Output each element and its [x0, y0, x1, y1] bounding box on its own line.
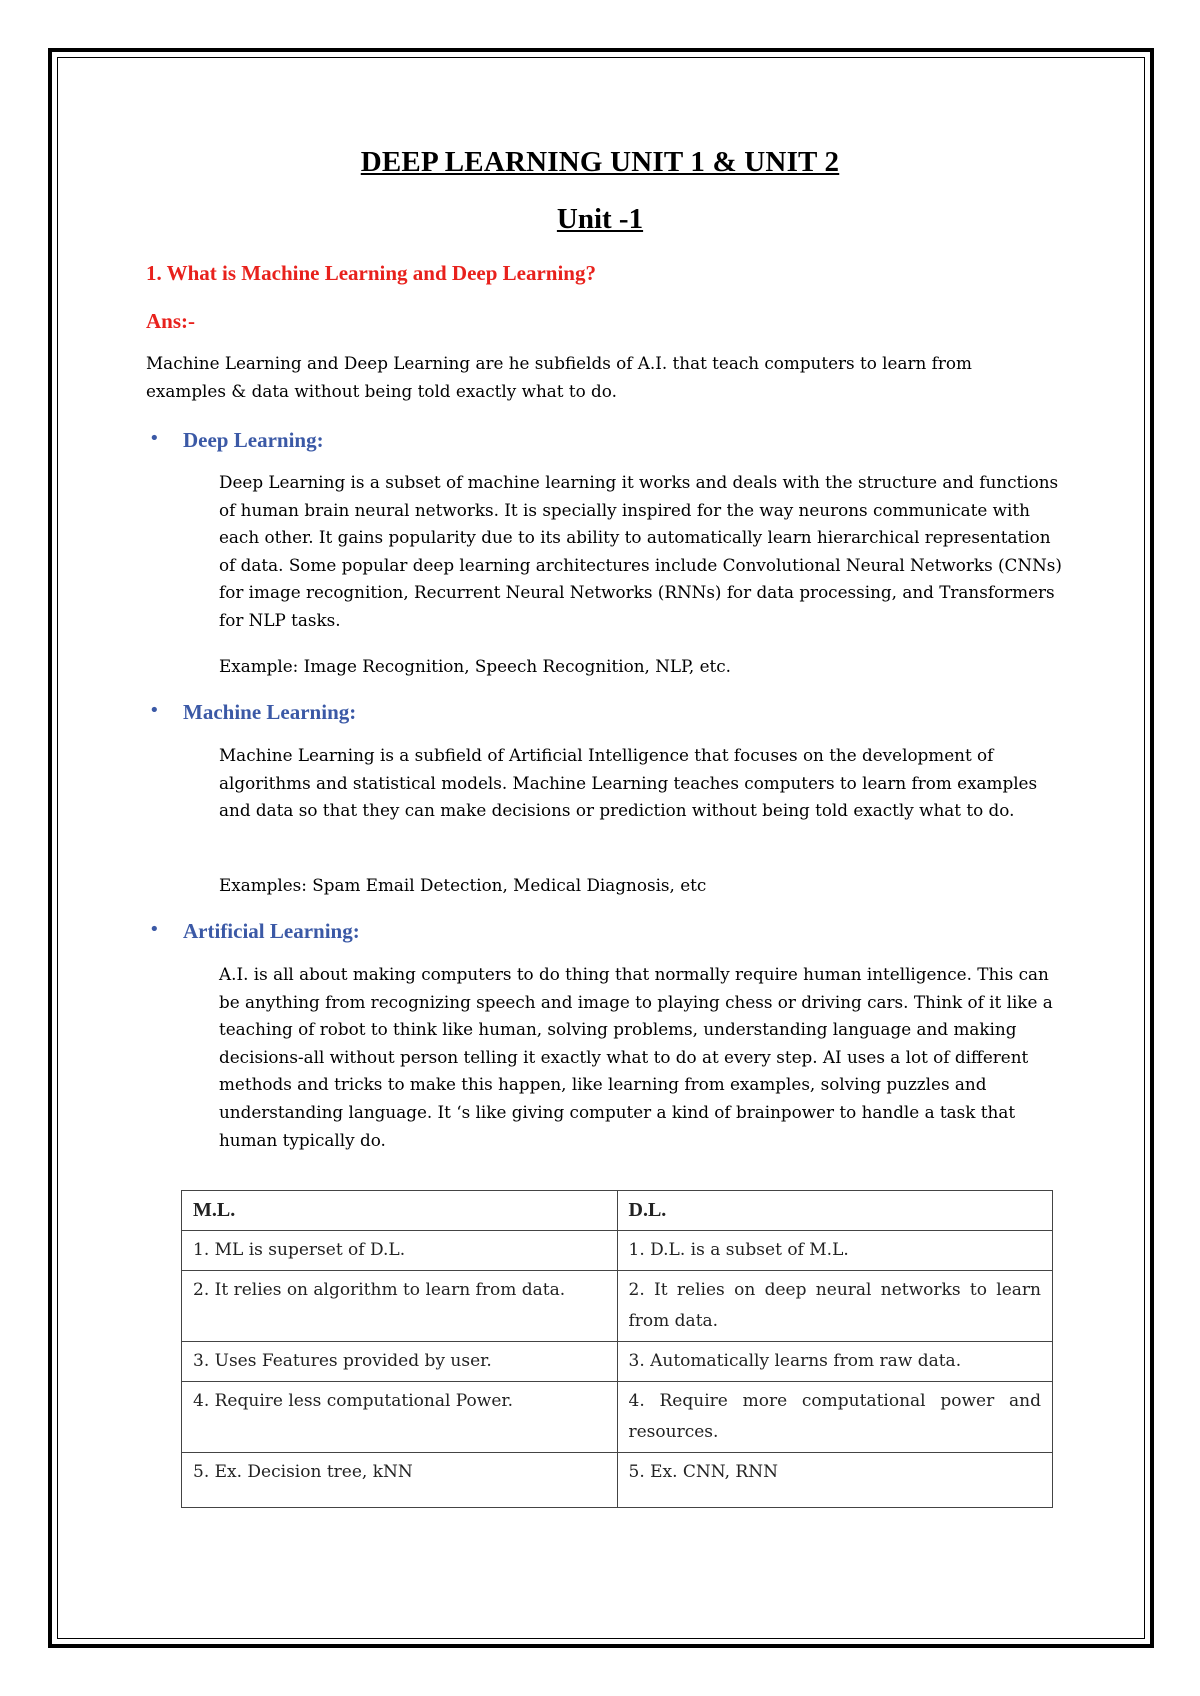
table-cell-text: 3. Automatically learns from raw data. — [628, 1351, 962, 1371]
intro-paragraph: Machine Learning and Deep Learning are he subfields of A.I. that teach computers to learn from examples & data without being told exactly what to do. — [146, 353, 972, 401]
table-row — [182, 1231, 1053, 1271]
table-cell — [182, 1453, 618, 1508]
table-cell-text: 1. ML is superset of D.L. — [193, 1240, 406, 1260]
table-cell-text: 4. Require less computational Power. — [193, 1391, 514, 1411]
section-body-machine-learning: Machine Learning is a subfield of Artificial Intelligence that focuses on the development of algorithms and statistical models. Machine Learning teaches computers to learn from examples and data so that they can make decisions or prediction without being told exactly what to do. — [219, 745, 1038, 821]
table-cell-text: 3. Uses Features provided by user. — [193, 1351, 492, 1371]
table-cell — [617, 1231, 1053, 1271]
bullet-icon: • — [149, 428, 160, 449]
table-row — [182, 1382, 1053, 1453]
table-cell-text: 2. It relies on deep neural networks to learn from data. — [628, 1280, 1041, 1331]
table-cell — [617, 1453, 1053, 1508]
table-row — [182, 1453, 1053, 1508]
table-cell — [182, 1342, 618, 1382]
table-cell-text: 4. Require more computational power and resources. — [628, 1391, 1041, 1442]
section-heading-artificial-learning: Artificial Learning: — [183, 919, 360, 943]
table-row — [182, 1271, 1053, 1342]
table-cell — [182, 1271, 618, 1342]
bullet-icon: • — [149, 700, 160, 721]
question-heading: 1. What is Machine Learning and Deep Learning? — [146, 261, 596, 285]
section-body-artificial-learning: A.I. is all about making computers to do thing that normally require human intelligence. This can be anything from recognizing speech and image to playing chess or driving cars. Think of it like a teaching of robot to think like human, solving problems, understanding language and making decisions-all without person telling it exactly what to do at every step. AI uses a lot of different methods and tricks to make this happen, like learning from examples, solving puzzles and understanding language. It ‘s like giving computer a kind of brainpower to handle a task that human typically do. — [219, 964, 1053, 1150]
table-cell — [617, 1382, 1053, 1453]
table-cell-text: 2. It relies on algorithm to learn from data. — [193, 1280, 566, 1300]
comparison-table — [181, 1190, 1053, 1508]
table-row — [182, 1342, 1053, 1382]
page-title: DEEP LEARNING UNIT 1 & UNIT 2 — [360, 146, 840, 178]
section-heading-machine-learning: Machine Learning: — [183, 700, 357, 724]
table-header-dl: D.L. — [617, 1191, 1053, 1231]
table-cell — [617, 1342, 1053, 1382]
table-header-row — [182, 1191, 1053, 1231]
table-header-ml: M.L. — [182, 1191, 618, 1231]
section-example-deep-learning: Example: Image Recognition, Speech Recognition, NLP, etc. — [219, 656, 731, 676]
table-cell — [182, 1231, 618, 1271]
unit-heading: Unit -1 — [556, 203, 644, 235]
section-body-deep-learning: Deep Learning is a subset of machine learning it works and deals with the structure and functions of human brain neural networks. It is specially inspired for the way neurons communicate with each other. It gains popularity due to its ability to automatically learn hierarchical representation of data. Some popular deep learning architectures include Convolutional Neural Networks (CNNs) for image recognition, Recurrent Neural Networks (RNNs) for data processing, and Transformers for NLP tasks. — [219, 472, 1062, 630]
table-cell-text: 5. Ex. CNN, RNN — [628, 1462, 778, 1482]
table-cell-text: 1. D.L. is a subset of M.L. — [628, 1240, 849, 1260]
section-example-machine-learning: Examples: Spam Email Detection, Medical Diagnosis, etc — [219, 875, 707, 895]
table-cell-text: 5. Ex. Decision tree, kNN — [193, 1462, 413, 1482]
table-cell — [182, 1382, 618, 1453]
bullet-icon: • — [149, 919, 160, 940]
section-heading-deep-learning: Deep Learning: — [183, 428, 324, 452]
table-cell — [617, 1271, 1053, 1342]
answer-label: Ans:- — [146, 309, 196, 333]
